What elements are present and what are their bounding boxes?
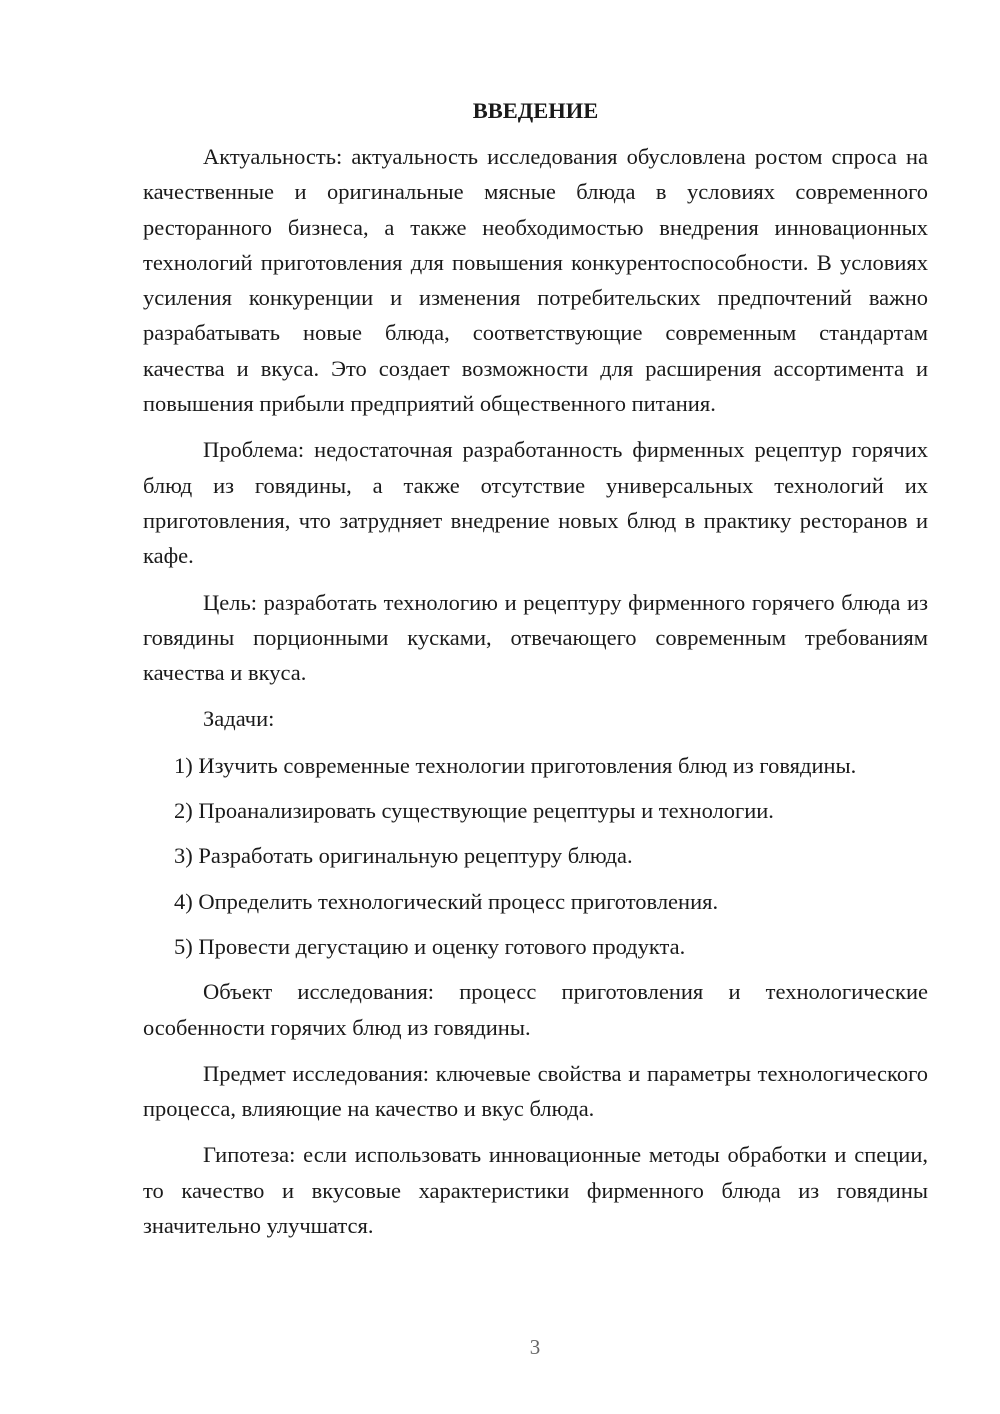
paragraph-goal: Цель: разработать технологию и рецептуру фирменного горячего блюда из говядины порционными кусками, отвечающего современным требованиям качества и вкуса. (143, 589, 928, 686)
task-item-3: 3) Разработать оригинальную рецептуру блюда. (174, 843, 633, 869)
paragraph-object: Объект исследования: процесс приготовления и технологические особенности горячих блюд из говядины. (143, 979, 928, 1040)
document-page (143, 93, 928, 1254)
page-number: 3 (529, 1335, 541, 1359)
paragraph-tasks-heading: Задачи: (203, 706, 275, 732)
task-item-4: 4) Определить технологический процесс приготовления. (174, 888, 719, 914)
paragraph-relevance: Актуальность: актуальность исследования обусловлена ростом спроса на качественные и оригинальные мясные блюда в условиях современного ресторанного бизнеса, а также необходимостью внедрения инновационных технологий приготовления для повышения конкурентоспособности. В условиях усиления конкуренции и изменения потребительских предпочтений важно разрабатывать новые блюда, соответствующие современным стандартам качества и вкуса. Это создает возможности для расширения ассортимента и повышения прибыли предприятий общественного питания. (143, 144, 928, 417)
paragraph-hypothesis: Гипотеза: если использовать инновационные методы обработки и специи, то качество и вкусовые характеристики фирменного блюда из говядины значительно улучшатся. (143, 1142, 928, 1239)
paragraph-problem: Проблема: недостаточная разработанность фирменных рецептур горячих блюд из говядины, а также отсутствие универсальных технологий их приготовления, что затрудняет внедрение новых блюд в практику ресторанов и кафе. (143, 437, 928, 569)
task-item-5: 5) Провести дегустацию и оценку готового продукта. (174, 933, 686, 959)
task-item-1: 1) Изучить современные технологии приготовления блюд из говядины. (174, 752, 857, 778)
section-title: ВВЕДЕНИЕ (472, 98, 599, 123)
task-item-2: 2) Проанализировать существующие рецептуры и технологии. (174, 798, 774, 824)
paragraph-subject: Предмет исследования: ключевые свойства и параметры технологического процесса, влияющие на качество и вкус блюда. (143, 1060, 928, 1122)
